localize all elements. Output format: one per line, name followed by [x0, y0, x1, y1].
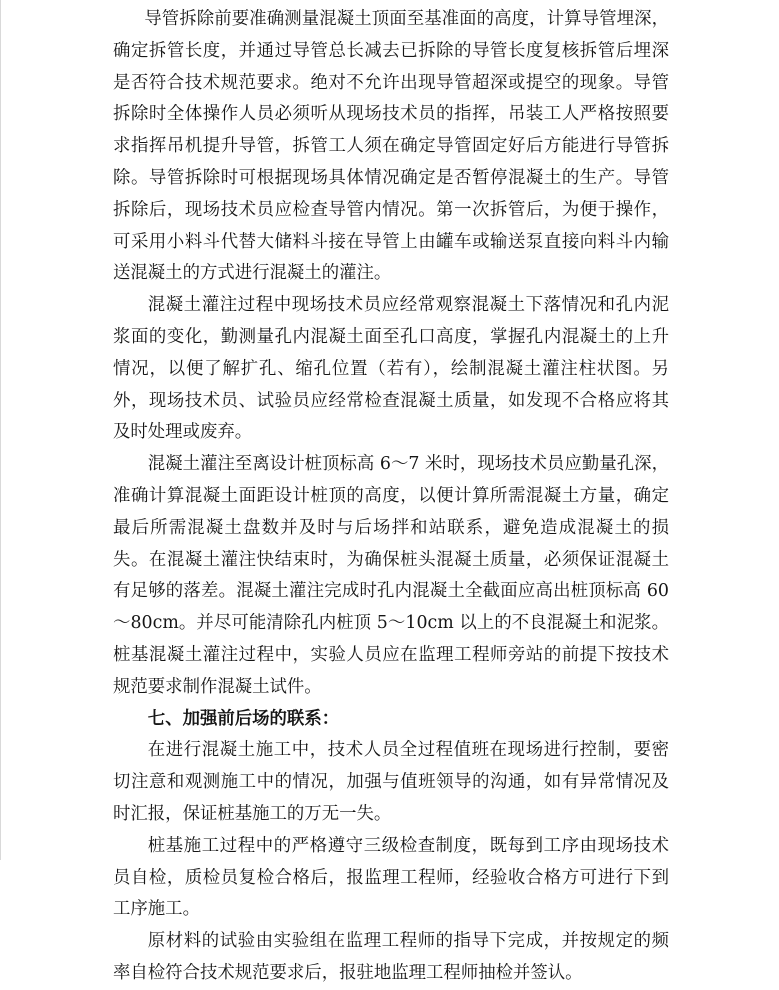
section-heading: 七、加强前后场的联系： — [147, 708, 340, 729]
paragraph-pile-top-control: 混凝土灌注至离设计桩顶标高 6～7 米时，现场技术员应勤量孔深，准确计算混凝土面距设计桩顶的高度，以便计算所需混凝土方量，确定最后所需混凝土盘数并及时与后场拌和站联系，避免造成混凝土的损失。在混凝土灌注快结束时，为确保桩头混凝土质量，必须保证混凝土有足够的落差。混凝土灌注完成时孔内混凝土全截面应高出桩顶标高 60～80cm。并尽可能清除孔内桩顶 5～10cm 以上的不良混凝土和泥浆。桩基混凝土灌注过程中，实验人员应在监理工程师旁站的前提下按技术规范要求制作混凝土试件。 — [113, 454, 669, 697]
page-edge-divider — [0, 0, 1, 860]
paragraph-pipe-removal: 导管拆除前要准确测量混凝土顶面至基准面的高度，计算导管埋深，确定拆管长度，并通过导管总长减去已拆除的导管长度复核拆管后埋深是否符合技术规范要求。绝对不允许出现导管超深或提空的现象。导管拆除时全体操作人员必须听从现场技术员的指挥，吊装工人严格按照要求指挥吊机提升导管，拆管工人须在确定导管固定好后方能进行导管拆除。导管拆除时可根据现场具体情况确定是否暂停混凝土的生产。导管拆除后，现场技术员应检查导管内情况。第一次拆管后，为便于操作，可采用小料斗代替大储料斗接在导管上由罐车或输送泵直接向料斗内输送混凝土的方式进行混凝土的灌注。 — [113, 9, 669, 284]
paragraph-inspection-system: 桩基施工过程中的严格遵守三级检查制度，既每到工序由现场技术员自检，质检员复检合格后，报监理工程师，经验收合格方可进行下到工序施工。 — [113, 835, 669, 920]
paragraph-material-testing: 原材料的试验由实验组在监理工程师的指导下完成，并按规定的频率自检符合技术规范要求后，报驻地监理工程师抽检并签认。 — [113, 931, 669, 983]
paragraph-pouring-observation: 混凝土灌注过程中现场技术员应经常观察混凝土下落情况和孔内泥浆面的变化，勤测量孔内混凝土面至孔口高度，掌握孔内混凝土的上升情况，以便了解扩孔、缩孔位置（若有），绘制混凝土灌注柱状图。另外，现场技术员、试验员应经常检查混凝土质量，如发现不合格应将其及时处理或废弃。 — [113, 295, 669, 443]
paragraph-onsite-control: 在进行混凝土施工中，技术人员全过程值班在现场进行控制，要密切注意和观测施工中的情况，加强与值班领导的沟通，如有异常情况及时汇报，保证桩基施工的万无一失。 — [113, 740, 669, 824]
document-body — [113, 4, 669, 990]
